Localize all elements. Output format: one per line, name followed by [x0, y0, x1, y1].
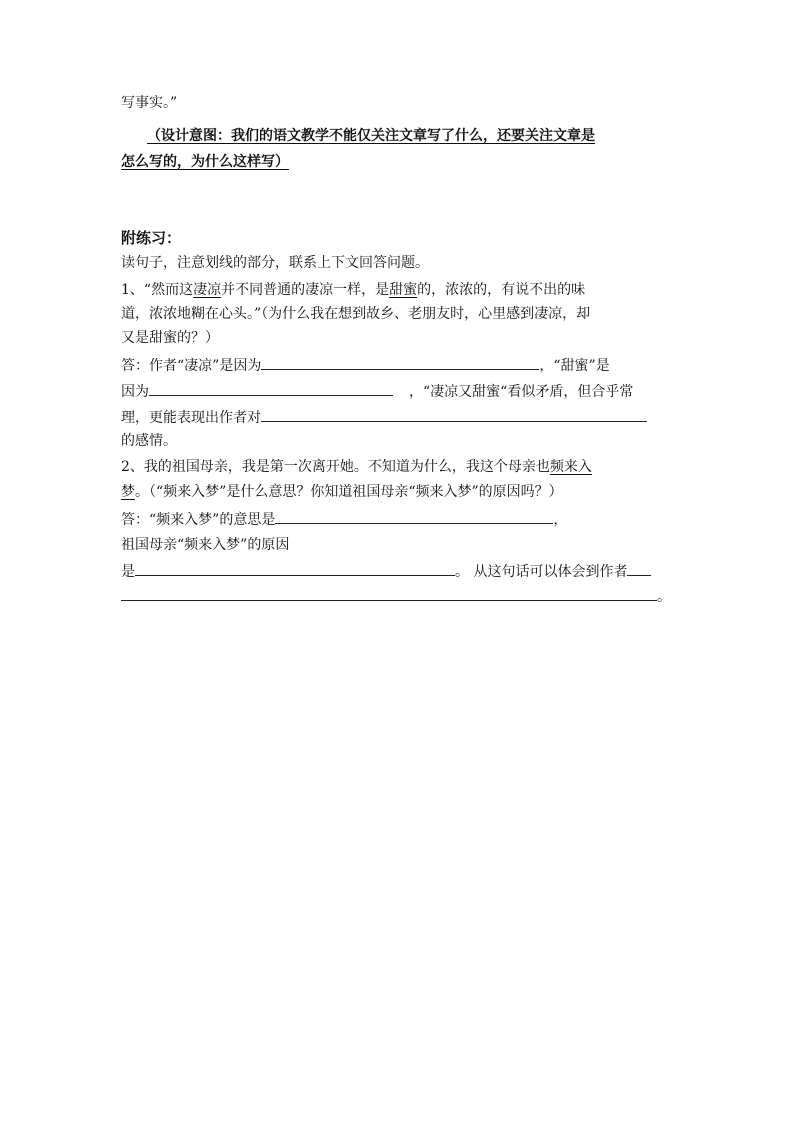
intro-text: 写事实。”	[121, 95, 178, 111]
design-note-line-1	[147, 126, 595, 146]
q2-answer-line-2	[121, 535, 289, 555]
q2-answer-prompt-4: 是	[121, 564, 135, 580]
q1-answer-prompt-5: 理，更能表现出作者对	[121, 410, 261, 426]
q1-line-2	[121, 304, 590, 324]
q2-answer-prompt-2: ，	[553, 512, 568, 528]
q1-text-c: 的，浓浓的，有说不出的味	[417, 282, 586, 298]
q2-blank-4[interactable]	[121, 586, 657, 601]
q2-answer-line-3	[121, 561, 651, 582]
exercise-instruction-text: 读句子，注意划线的部分，联系上下文回答问题。	[121, 255, 429, 271]
design-note-text-1: （设计意图：我们的语文教学不能仅关注文章写了什么，还要关注文章是	[147, 128, 595, 144]
q1-answer-prompt-2: ，“甜蜜”是	[539, 358, 610, 374]
q1-line-3	[121, 328, 219, 348]
q1-underlined-sweet: 甜蜜	[389, 282, 418, 298]
q1-text-line2: 道，浓浓地糊在心头。”（为什么我在想到故乡、老朋友时，心里感到凄凉，却	[121, 306, 591, 322]
q1-underlined-cold: 凄凉	[193, 282, 222, 298]
intro-line	[121, 93, 177, 113]
q1-answer-line-3	[121, 407, 647, 428]
q1-answer-line-2	[121, 381, 633, 402]
q1-line-1	[121, 280, 585, 300]
q2-answer-line-1	[121, 509, 567, 530]
q2-text-a: 2、我的祖国母亲，我是第一次离开她。不知道为什么，我这个母亲也	[121, 459, 550, 475]
q2-answer-prompt-1: 答：“频来入梦”的意思是	[121, 512, 276, 528]
design-note-line-2	[121, 152, 289, 172]
q2-answer-line-4	[121, 586, 671, 607]
q1-answer-prompt-3: 因为	[121, 384, 149, 400]
q1-text-a: 1、“然而这	[121, 282, 194, 298]
q2-underlined-1: 频来入	[549, 459, 592, 475]
q1-blank-1[interactable]	[261, 355, 539, 370]
q1-answer-prompt-4: ，“凄凉又甜蜜“看似矛盾，但合乎常	[409, 384, 634, 400]
q2-text-b: 。（“频来入梦”是什么意思？你知道祖国母亲“频来入梦”的原因吗？）	[135, 484, 563, 500]
q2-line-1	[121, 457, 592, 477]
design-note-text-2: 怎么写的，为什么这样写）	[121, 154, 289, 170]
q2-blank-3[interactable]	[627, 561, 651, 576]
q2-answer-prompt-5: 。 从这句话可以体会到作者	[455, 564, 628, 580]
exercise-heading-text: 附练习：	[121, 229, 182, 247]
q1-blank-3[interactable]	[261, 407, 647, 422]
q2-blank-2[interactable]	[135, 561, 455, 576]
q1-answer-prompt-1: 答：作者“凄凉”是因为	[121, 358, 262, 374]
q1-answer-prompt-6: 的感情。	[121, 433, 177, 449]
q1-text-line3: 又是甜蜜的？）	[121, 330, 219, 346]
q1-answer-line-1	[121, 355, 610, 376]
q1-text-b: 并不同普通的凄凉一样，是	[221, 282, 390, 298]
q1-answer-line-4	[121, 431, 177, 451]
q1-blank-2[interactable]	[149, 381, 393, 396]
exercise-instruction	[121, 253, 429, 273]
q2-blank-1[interactable]	[275, 509, 553, 524]
q2-answer-prompt-3: 祖国母亲“频来入梦”的原因	[121, 537, 290, 553]
q2-underlined-2: 梦	[121, 484, 135, 500]
exercise-heading	[121, 228, 181, 248]
q2-line-2	[121, 482, 563, 502]
q2-answer-end: 。	[657, 589, 671, 605]
